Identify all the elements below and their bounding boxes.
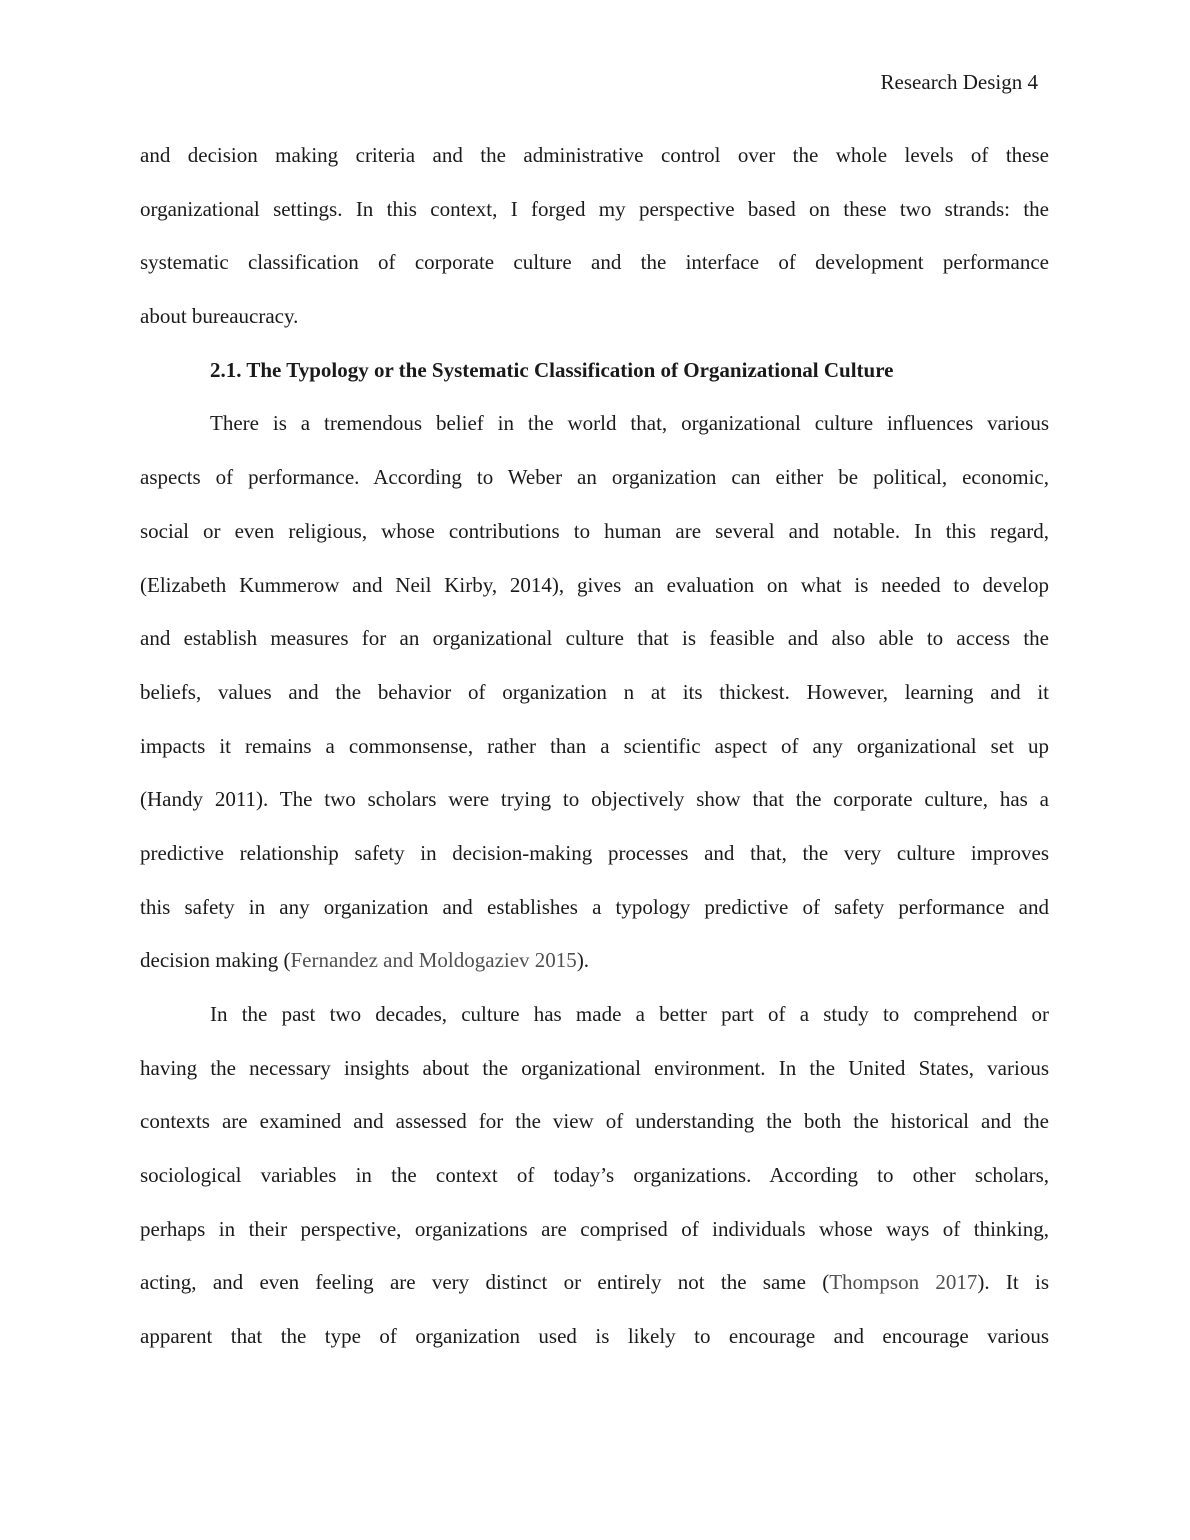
- text-line: [140, 838, 1049, 892]
- text-run: social or even religious, whose contributions to human are several and notable. In this regard,: [140, 518, 1049, 543]
- text-run: impacts it remains a commonsense, rather than a scientific aspect of any organizational set up: [140, 733, 1049, 758]
- text-line: [140, 570, 1049, 624]
- text-line: [140, 301, 1049, 355]
- text-run: There is a tremendous belief in the world that, organizational culture influences various: [210, 411, 1049, 436]
- text-run: (Handy 2011). The two scholars were trying to objectively show that the corporate culture, has a: [140, 787, 1049, 812]
- text-line: [140, 999, 1049, 1053]
- text-line: [140, 247, 1049, 301]
- paragraph: [140, 140, 1049, 355]
- text-line: [140, 194, 1049, 248]
- text-line: [140, 731, 1049, 785]
- text-run: aspects of performance. According to Weber an organization can either be political, economic,: [140, 465, 1049, 490]
- text-line: [140, 462, 1049, 516]
- text-run: contexts are examined and assessed for the view of understanding the both the historical and the: [140, 1109, 1049, 1134]
- text-line: [140, 355, 1049, 409]
- text-run: (Elizabeth Kummerow and Neil Kirby, 2014), gives an evaluation on what is needed to develop: [140, 572, 1049, 597]
- running-head: Research Design 4: [880, 70, 1038, 94]
- text-run: perhaps in their perspective, organizations are comprised of individuals whose ways of thinking,: [140, 1216, 1049, 1241]
- text-line: [140, 1053, 1049, 1107]
- text-line: [140, 1160, 1049, 1214]
- text-run: beliefs, values and the behavior of organization n at its thickest. However, learning and it: [140, 679, 1049, 704]
- text-run: decision making (: [140, 948, 291, 973]
- text-line: [140, 945, 1049, 999]
- text-line: [140, 677, 1049, 731]
- paragraph: [140, 408, 1049, 999]
- text-run: In the past two decades, culture has made a better part of a study to comprehend or: [210, 1002, 1049, 1026]
- text-run: acting, and even feeling are very distinct or entirely not the same (: [140, 1270, 830, 1295]
- text-line: [140, 892, 1049, 946]
- text-line: [140, 1267, 1049, 1321]
- text-run: and decision making criteria and the administrative control over the whole levels of these: [140, 143, 1049, 167]
- text-run: about bureaucracy.: [140, 304, 299, 329]
- text-line: [140, 784, 1049, 838]
- text-line: [140, 623, 1049, 677]
- text-run: ).: [576, 948, 590, 973]
- citation: Fernandez and Moldogaziev 2015: [290, 948, 577, 973]
- text-line: [140, 408, 1049, 462]
- text-run: predictive relationship safety in decision-making processes and that, the very culture improves: [140, 840, 1049, 865]
- citation: Thompson 2017: [829, 1270, 978, 1295]
- text-run: sociological variables in the context of today’s organizations. According to other scholars,: [140, 1163, 1049, 1188]
- text-run: apparent that the type of organization used is likely to encourage and encourage various: [140, 1324, 1049, 1349]
- text-line: [140, 1214, 1049, 1268]
- text-run: this safety in any organization and establishes a typology predictive of safety performance and: [140, 894, 1049, 919]
- text-run: systematic classification of corporate culture and the interface of development performance: [140, 250, 1049, 275]
- paragraph: [140, 999, 1049, 1375]
- text-line: [140, 140, 1049, 194]
- text-line: [140, 1106, 1049, 1160]
- document-body: [140, 140, 1049, 1375]
- text-run: organizational settings. In this context, I forged my perspective based on these two strands: the: [140, 196, 1049, 221]
- text-run: having the necessary insights about the organizational environment. In the United States, various: [140, 1055, 1049, 1080]
- text-line: [140, 1321, 1049, 1375]
- section-heading: [140, 355, 1049, 409]
- text-run: 2.1. The Typology or the Systematic Classification of Organizational Culture: [210, 357, 894, 382]
- text-run: ). It is: [977, 1270, 1049, 1295]
- text-line: [140, 516, 1049, 570]
- text-run: and establish measures for an organizational culture that is feasible and also able to access the: [140, 626, 1049, 651]
